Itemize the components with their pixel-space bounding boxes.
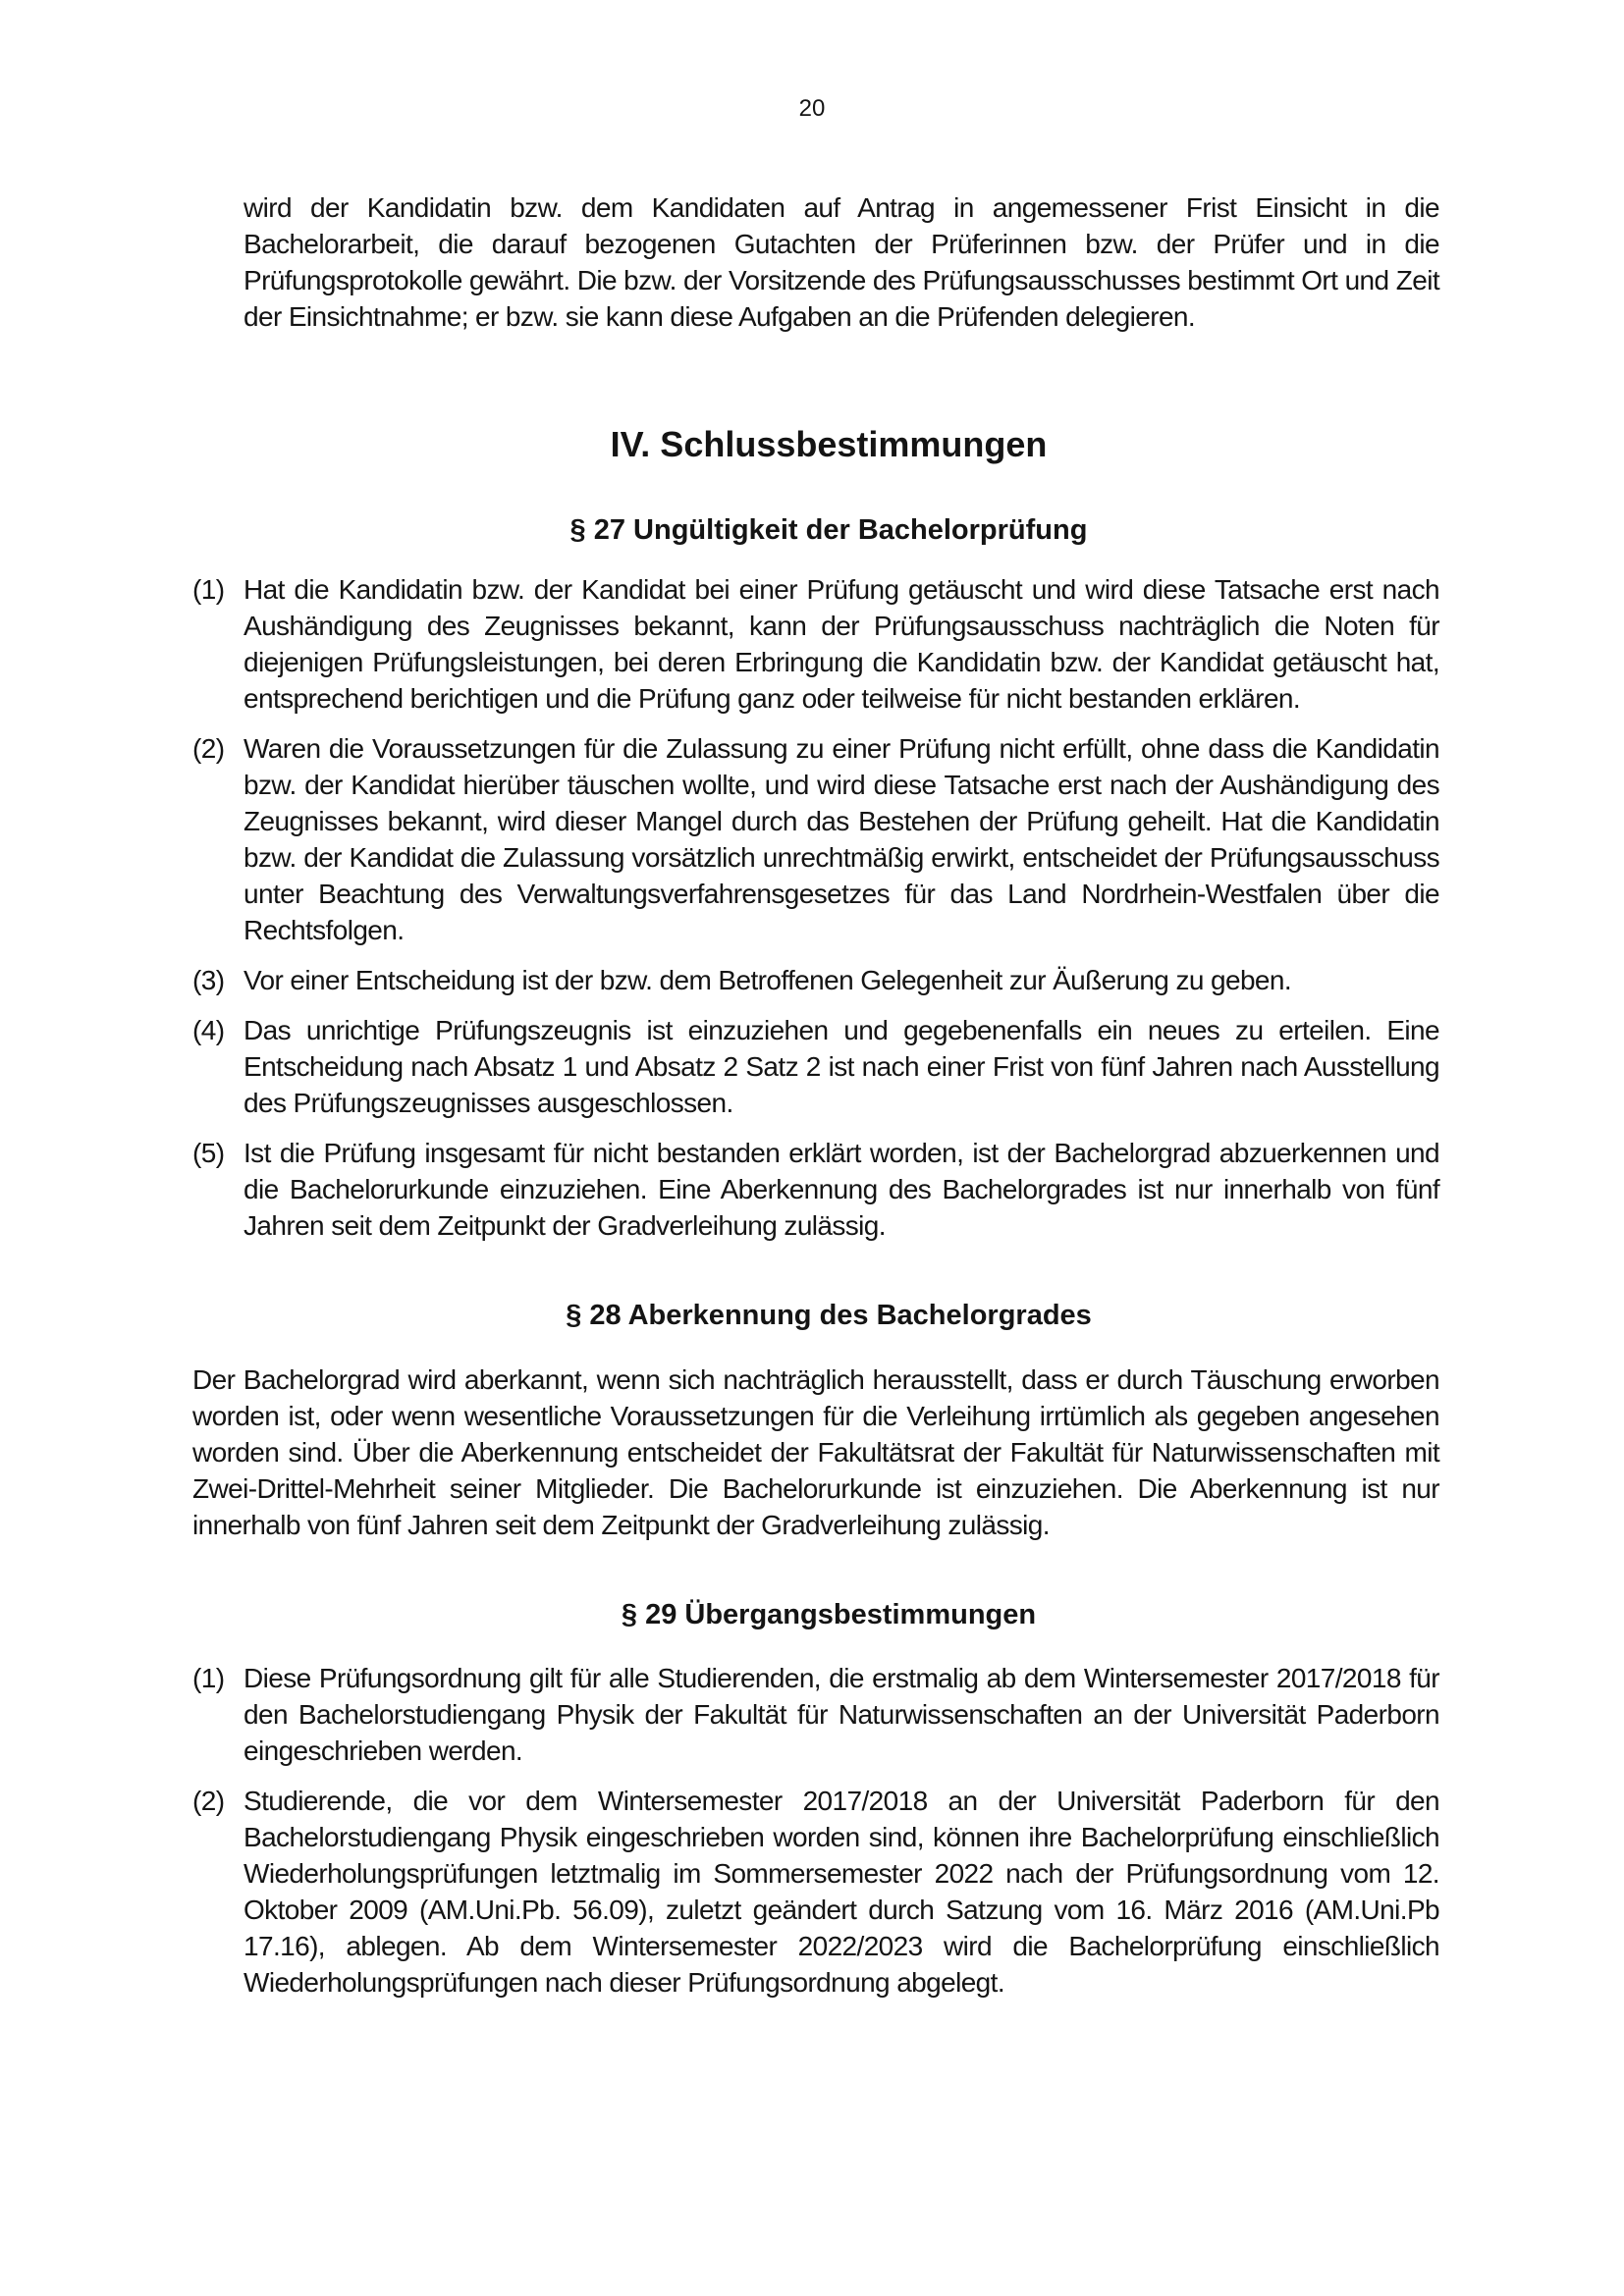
- page-number: 20: [798, 95, 826, 122]
- item-text: Diese Prüfungsordnung gilt für alle Studierenden, die erstmalig ab dem Wintersemester 2017/2018 für den Bachelorstudiengang Physik der Fakultät für Naturwissenschaften an der Universität Paderborn eingeschrieben werden.: [244, 1663, 1439, 1766]
- list-item: [192, 571, 1439, 717]
- section-28-paragraph: Der Bachelorgrad wird aberkannt, wenn sich nachträglich herausstellt, dass er durch Täuschung erworben worden ist, oder wenn wesentliche Voraussetzungen für die Verleihung irrtümlich als gegeben angesehen worden sind. Über die Aberkennung entscheidet der Fakultätsrat der Fakultät für Naturwissenschaften mit Zwei-Drittel-Mehrheit seiner Mitglieder. Die Bachelorurkunde ist einzuziehen. Die Aberkennung ist nur innerhalb von fünf Jahren seit dem Zeitpunkt der Gradverleihung zulässig.: [192, 1364, 1439, 1540]
- section-29-heading: § 29 Übergangsbestimmungen: [621, 1599, 1037, 1630]
- item-number: (2): [192, 1786, 225, 1816]
- item-number: (3): [192, 965, 225, 995]
- item-text: Studierende, die vor dem Wintersemester 2017/2018 an der Universität Paderborn für den Bachelorstudiengang Physik eingeschrieben worden sind, können ihre Bachelorprüfung einschließlich Wiederholungsprüfungen letztmalig im Sommersemester 2022 nach der Prüfungsordnung vom 12. Oktober 2009 (AM.Uni.Pb. 56.09), zuletzt geändert durch Satzung vom 16. März 2016 (AM.Uni.Pb 17.16), ablegen. Ab dem Wintersemester 2022/2023 wird die Bachelorprüfung einschließlich Wiederholungsprüfungen nach dieser Prüfungsordnung abgelegt.: [244, 1786, 1439, 1998]
- document-body: [192, 189, 1439, 2001]
- section-27-list: [192, 571, 1439, 1244]
- item-text: Waren die Voraussetzungen für die Zulassung zu einer Prüfung nicht erfüllt, ohne dass die Kandidatin bzw. der Kandidat hierüber täuschen wollte, und wird diese Tatsache erst nach der Aushändigung des Zeugnisses bekannt, wird dieser Mangel durch das Bestehen der Prüfung geheilt. Hat die Kandidatin bzw. der Kandidat die Zulassung vorsätzlich unrechtmäßig erwirkt, entscheidet der Prüfungsausschuss unter Beachtung des Verwaltungsverfahrensgesetzes für das Land Nordrhein-Westfalen über die Rechtsfolgen.: [244, 733, 1439, 945]
- item-number: (1): [192, 1663, 225, 1693]
- section-28-heading: § 28 Aberkennung des Bachelorgrades: [566, 1300, 1092, 1331]
- item-number: (5): [192, 1138, 225, 1168]
- list-item: [192, 730, 1439, 948]
- item-text: Ist die Prüfung insgesamt für nicht bestanden erklärt worden, ist der Bachelorgrad abzuerkennen und die Bachelorurkunde einzuziehen. Eine Aberkennung des Bachelorgrades ist nur innerhalb von fünf Jahren seit dem Zeitpunkt der Gradverleihung zulässig.: [244, 1138, 1439, 1241]
- list-item: [192, 1135, 1439, 1244]
- section-29-list: [192, 1660, 1439, 2001]
- list-item: [192, 1012, 1439, 1121]
- item-text: Das unrichtige Prüfungszeugnis ist einzuziehen und gegebenenfalls ein neues zu erteilen. Eine Entscheidung nach Absatz 1 und Absatz 2 Satz 2 ist nach einer Frist von fünf Jahren nach Ausstellung des Prüfungszeugnisses ausgeschlossen.: [244, 1015, 1439, 1118]
- intro-paragraph: wird der Kandidatin bzw. dem Kandidaten auf Antrag in angemessener Frist Einsicht in die Bachelorarbeit, die darauf bezogenen Gutachten der Prüferinnen bzw. der Prüfer und in die Prüfungsprotokolle gewährt. Die bzw. der Vorsitzende des Prüfungsausschusses bestimmt Ort und Zeit der Einsichtnahme; er bzw. sie kann diese Aufgaben an die Prüfenden delegieren.: [244, 192, 1439, 332]
- item-number: (1): [192, 574, 225, 605]
- item-text: Vor einer Entscheidung ist der bzw. dem Betroffenen Gelegenheit zur Äußerung zu geben.: [244, 965, 1292, 995]
- section-27-heading: § 27 Ungültigkeit der Bachelorprüfung: [569, 514, 1088, 546]
- item-number: (4): [192, 1015, 225, 1045]
- list-item: [192, 1783, 1439, 2001]
- item-number: (2): [192, 733, 225, 764]
- item-text: Hat die Kandidatin bzw. der Kandidat bei einer Prüfung getäuscht und wird diese Tatsache erst nach Aushändigung des Zeugnisses bekannt, kann der Prüfungsausschuss nachträglich die Noten für diejenigen Prüfungsleistungen, bei deren Erbringung die Kandidatin bzw. der Kandidat getäuscht hat, entsprechend berichtigen und die Prüfung ganz oder teilweise für nicht bestanden erklären.: [244, 574, 1439, 714]
- list-item: [192, 1660, 1439, 1769]
- list-item: [192, 962, 1439, 998]
- section-title: IV. Schlussbestimmungen: [610, 424, 1048, 464]
